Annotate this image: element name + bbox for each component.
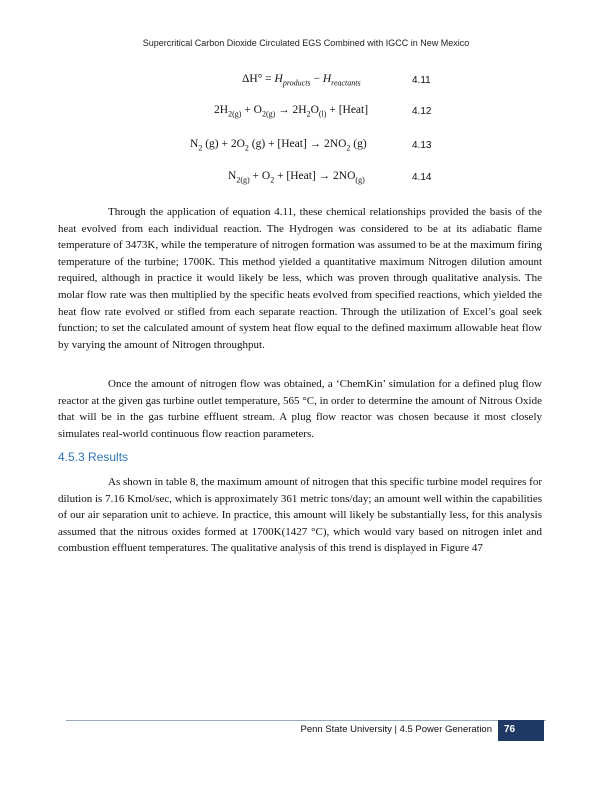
eq-term: 2H [214,104,229,116]
eq-term: O [310,104,319,116]
equation-4-12 [214,104,368,118]
equation-products-subscript: products [282,78,311,88]
paragraph-method: Through the application of equation 4.11, these chemical relationships provided the basis of the heat evolved from each individual reaction. The Hydrogen was considered to be at its adiabatic flame temperature of 3473K, while the temperature of nitrogen formation was assumed to be at the maximum firing temperature of the turbine; 1700K. This method yielded a quantitative maximum Nitrogen dilution amount required, although in practice it would likely be less, which was proven through qualitative analysis. The molar flow rate was then multiplied by the specific heats evolved from specified reactions, which yielded the heat flow rate evolved or stifled from each separate reaction. Through the utilization of Excel’s goal seek function; to set the calculated amount of system heat flow equal to the defined maximum allowable heat flow by varying the amount of Nitrogen throughput. [58,206,542,351]
equation-number: 4.12 [412,106,432,117]
eq-term: + O [241,104,262,116]
equation-4-13 [190,138,367,152]
eq-subscript: (g) [355,175,365,185]
paragraph-chemkin: Once the amount of nitrogen flow was obtained, a ‘ChemKin’ simulation for a defined plug flow reactor at the given gas turbine outlet temperature, 565 °C, in order to determine the amount of Nitrous Oxide that will be in the gas turbine effluent stream. A plug flow reactor was chosen because it most closely simulates real-world continuous flow reaction parameters. [58,378,542,440]
eq-subscript: 2 [270,175,275,185]
eq-term: N [228,170,237,182]
eq-subscript: (l) [318,109,327,119]
equation-number: 4.11 [412,75,431,86]
footer-rule [66,720,546,721]
equation-number: 4.13 [412,140,432,151]
equation-h-products: H [274,73,283,85]
eq-subscript: 2 [306,109,311,119]
eq-subscript: 2 [198,143,203,153]
eq-term: (g) [350,138,367,150]
eq-subscript: 2 [244,143,249,153]
running-header: Supercritical Carbon Dioxide Circulated EGS Combined with IGCC in New Mexico [142,38,470,48]
equation-delta-h: ΔH° = [242,73,275,85]
paragraph-results: As shown in table 8, the maximum amount of nitrogen that this specific turbine model requires for dilution is 7.16 Kmol/sec, which is approximately 361 metric tons/day; an amount well within the capabilities of our air separation unit to achieve. In practice, this amount will likely be substantially less, for this analysis assumed that the nitrous oxides formed at 1700K(1427 °C), which would vary based on nitrogen inlet and combustion effluent temperatures. The qualitative analysis of this trend is displayed in Figure 47 [58,476,542,555]
equation-minus: − [310,73,323,85]
footer-label: Penn State University | 4.5 Power Generation [300,724,492,735]
eq-subscript: 2(g) [261,109,276,119]
equation-4-11 [242,73,361,87]
eq-term: + O [249,170,271,182]
equation-4-14 [228,170,365,184]
page-number: 76 [504,724,516,735]
equation-h-reactants: H [322,73,332,85]
eq-term: N [190,138,199,150]
equation-reactants-subscript: reactants [331,78,361,88]
eq-subscript: 2(g) [228,109,242,119]
eq-subscript: 2(g) [236,175,250,185]
eq-term: (g) + [Heat] → 2NO [248,138,347,150]
eq-subscript: 2 [346,143,351,153]
eq-term: + [Heat] → 2NO [274,170,356,182]
eq-term: + [Heat] [326,104,369,116]
eq-term: → 2H [275,104,307,116]
equation-number: 4.14 [412,172,432,183]
eq-term: (g) + 2O [202,138,245,150]
section-heading-results: 4.5.3 Results [58,450,129,464]
